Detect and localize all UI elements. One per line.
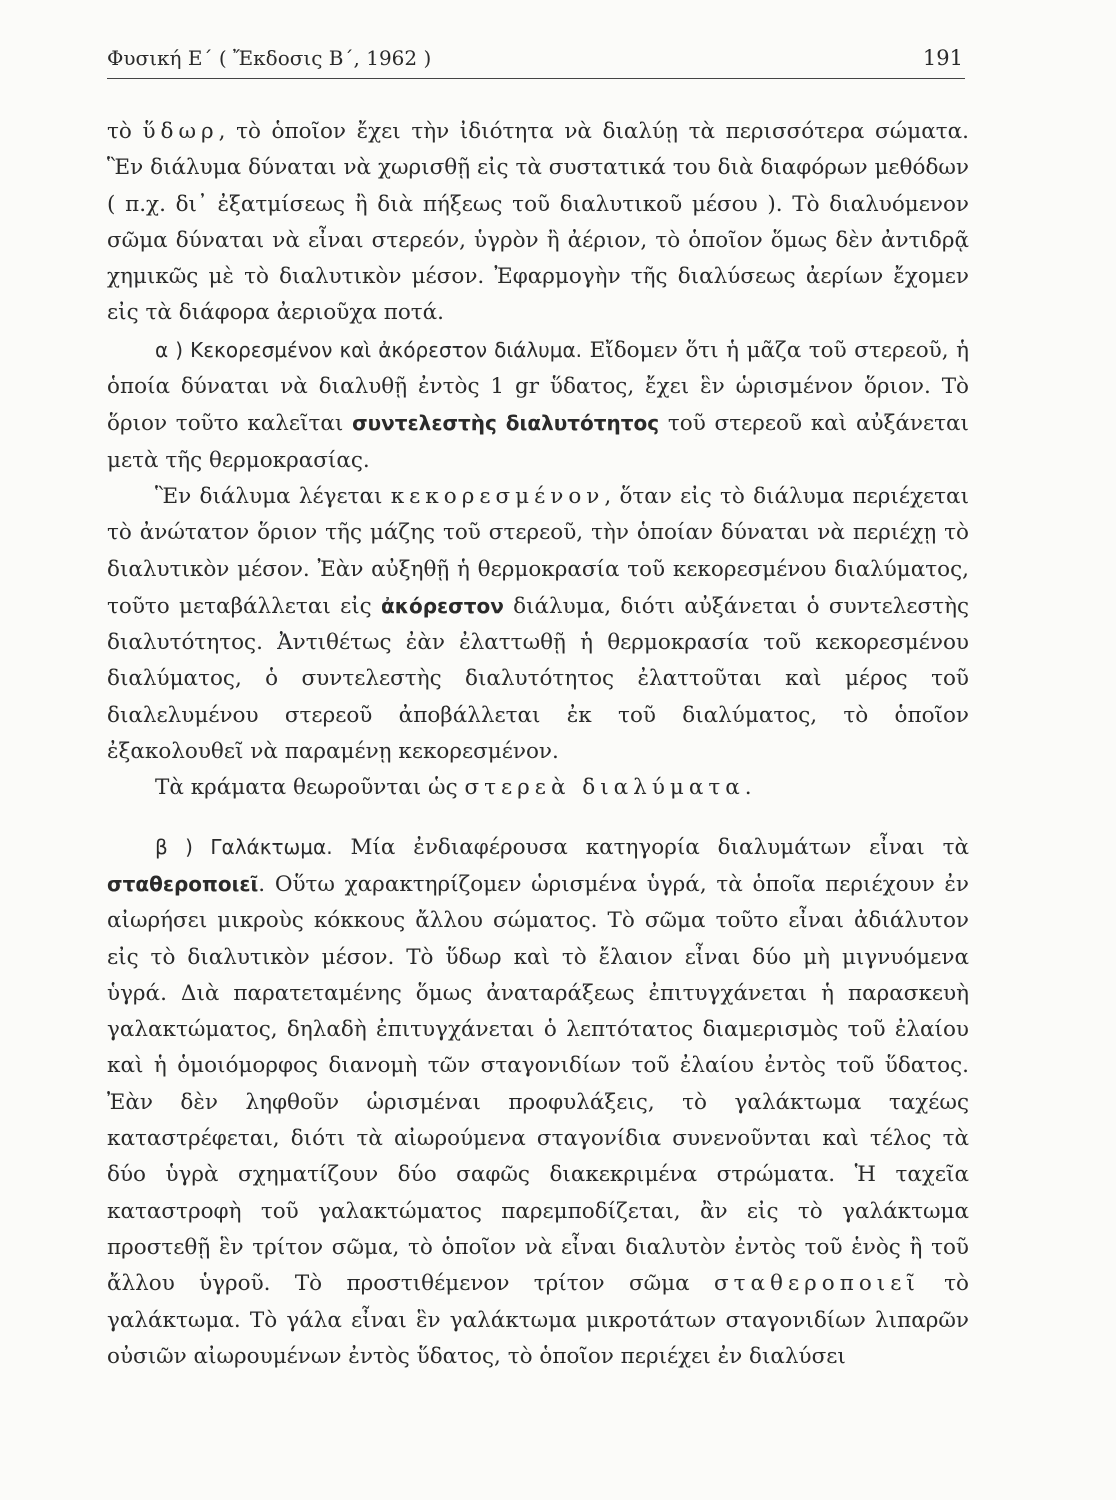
text-run: τοῦ στερεοῦ καὶ αὐξάνεται μετὰ τῆς θερμοκρασίας. — [107, 411, 969, 473]
spaced-term: κεκορεσμένον — [390, 483, 605, 509]
section-heading-b: β ) Γαλάκτωμα. — [155, 834, 333, 859]
text-run: . Οὕτω χαρακτηρίζομεν ὡρισμένα ὑγρά, τὰ ὁποῖα περιέχουν ἐν αἰωρήσει μικροὺς κόκκους ἄλλου σώματος. Τὸ σῶμα τοῦτο εἶναι ἀδιάλυτον εἰς τὸ διαλυτικὸν μέσον. Τὸ ὕδωρ καὶ τὸ ἔλαιον εἶναι δύο μὴ μιγνυόμενα ὑγρά. Διὰ παρατεταμένης ὅμως ἀναταράξεως ἐπιτυγχάνεται ἡ παρασκευὴ γαλακτώματος, δηλαδὴ ἐπιτυγχάνεται ὁ λεπτότατος διαμερισμὸς τοῦ ἐλαίου καὶ ἡ ὁμοιόμορφος διανομὴ τῶν σταγονιδίων τοῦ ἐλαίου ἐντὸς τοῦ ὕδατος. Ἐὰν δὲν ληφθοῦν ὡρισμέναι προφυλάξεις, τὸ γαλάκτωμα ταχέως καταστρέφεται, διότι τὰ αἰωρούμενα σταγονίδια συνενοῦνται καὶ τέλος τὰ δύο ὑγρὰ σχηματίζουν δύο σαφῶς διακεκριμένα στρώματα. Ἡ ταχεῖα καταστροφὴ τοῦ γαλακτώματος παρεμποδίζεται, ἂν εἰς τὸ γαλάκτωμα προστεθῇ ἓν τρίτον σῶμα, τὸ ὁποῖον νὰ εἶναι διαλυτὸν ἐντὸς τοῦ ἑνὸς ἢ τοῦ ἄλλου ὑγροῦ. Τὸ προστιθέμενον τρίτον σῶμα — [107, 871, 969, 1297]
book-title: Φυσική Ε΄ ( Ἔκδοσις Β΄, 1962 ) — [107, 46, 432, 70]
text-run: Ἓν διάλυμα λέγεται — [155, 483, 391, 509]
bold-term: συντελεστὴς διαλυτότητος — [352, 411, 660, 436]
paragraph-emulsion — [107, 829, 969, 1375]
paragraph-water — [107, 114, 969, 332]
paragraph-saturated-heading — [107, 332, 969, 479]
page-body — [107, 114, 969, 1375]
text-run: Εἴδομεν ὅτι ἡ μᾶζα τοῦ στερεοῦ, ἡ ὁποία δύναται νὰ διαλυθῇ ἐντὸς 1 gr ὕδατος, ἔχει ἓν ὡρισμένον ὅριον. Τὸ ὅριον τοῦτο καλεῖται — [107, 337, 969, 437]
text-run: τὸ — [107, 119, 143, 144]
paragraph-saturated — [107, 479, 969, 770]
spaced-term: στερεὰ διαλύματα — [464, 775, 745, 801]
text-run: , τὸ ὁποῖον ἔχει τὴν ἰδιότητα νὰ διαλύῃ τὰ περισσότερα σώματα. Ἓν διάλυμα δύναται νὰ χωρισθῇ εἰς τὰ συστατικά του διὰ διαφόρων μεθόδων ( π.χ. δι᾽ ἐξατμίσεως ἢ διὰ πήξεως τοῦ διαλυτικοῦ μέσου ). Τὸ διαλυόμενον σῶμα δύναται νὰ εἶναι στερεόν, ὑγρὸν ἢ ἀέριον, τὸ ὁποῖον ὅμως δὲν ἀντιδρᾷ χημικῶς μὲ τὸ διαλυτικὸν μέσον. Ἐφαρμογὴν τῆς διαλύσεως ἀερίων ἔχομεν εἰς τὰ διάφορα ἀεριοῦχα ποτά. — [107, 119, 969, 326]
section-heading-a: α ) Κεκορεσμένον καὶ ἀκόρεστον διάλυμα. — [155, 337, 583, 362]
bold-term: σταθεροποιεῖ — [107, 871, 259, 896]
spaced-term: σταθεροποιεῖ — [713, 1271, 920, 1297]
text-run: . — [744, 775, 752, 801]
paragraph-alloys — [107, 770, 969, 806]
bold-term: ἀκόρεστον — [381, 593, 504, 618]
text-run: Τὰ κράματα θεωροῦνται ὡς — [155, 775, 465, 801]
running-header — [107, 46, 965, 79]
text-run: τὸ γαλάκτωμα. Τὸ γάλα εἶναι ἓν γαλάκτωμα μικροτάτων σταγονιδίων λιπαρῶν οὐσιῶν αἰωρουμένων ἐντὸς ὕδατος, τὸ ὁποῖον περιέχει ἐν διαλύσει — [107, 1271, 969, 1369]
text-run: Μία ἐνδιαφέρουσα κατηγορία διαλυμάτων εἶναι τὰ — [332, 834, 970, 860]
spaced-term: ὕδωρ — [142, 119, 219, 144]
text-run: , ὅταν εἰς τὸ διάλυμα περιέχεται τὸ ἀνώτατον ὅριον τῆς μάζης τοῦ στερεοῦ, τὴν ὁποίαν δύναται νὰ περιέχῃ τὸ διαλυτικὸν μέσον. Ἐὰν αὐξηθῇ ἡ θερμοκρασία τοῦ κεκορεσμένου διαλύματος, τοῦτο μεταβάλλεται εἰς — [107, 483, 969, 619]
text-run: διάλυμα, διότι αὐξάνεται ὁ συντελεστὴς διαλυτότητος. Ἀντιθέτως ἐὰν ἐλαττωθῇ ἡ θερμοκρασία τοῦ κεκορεσμένου διαλύματος, ὁ συντελεστὴς διαλυτότητος ἐλαττοῦται καὶ μέρος τοῦ διαλελυμένου στερεοῦ ἀποβάλλεται ἐκ τοῦ διαλύματος, τὸ ὁποῖον ἐξακολουθεῖ νὰ παραμένῃ κεκορεσμένον. — [107, 593, 969, 765]
page-number: 191 — [922, 46, 963, 70]
